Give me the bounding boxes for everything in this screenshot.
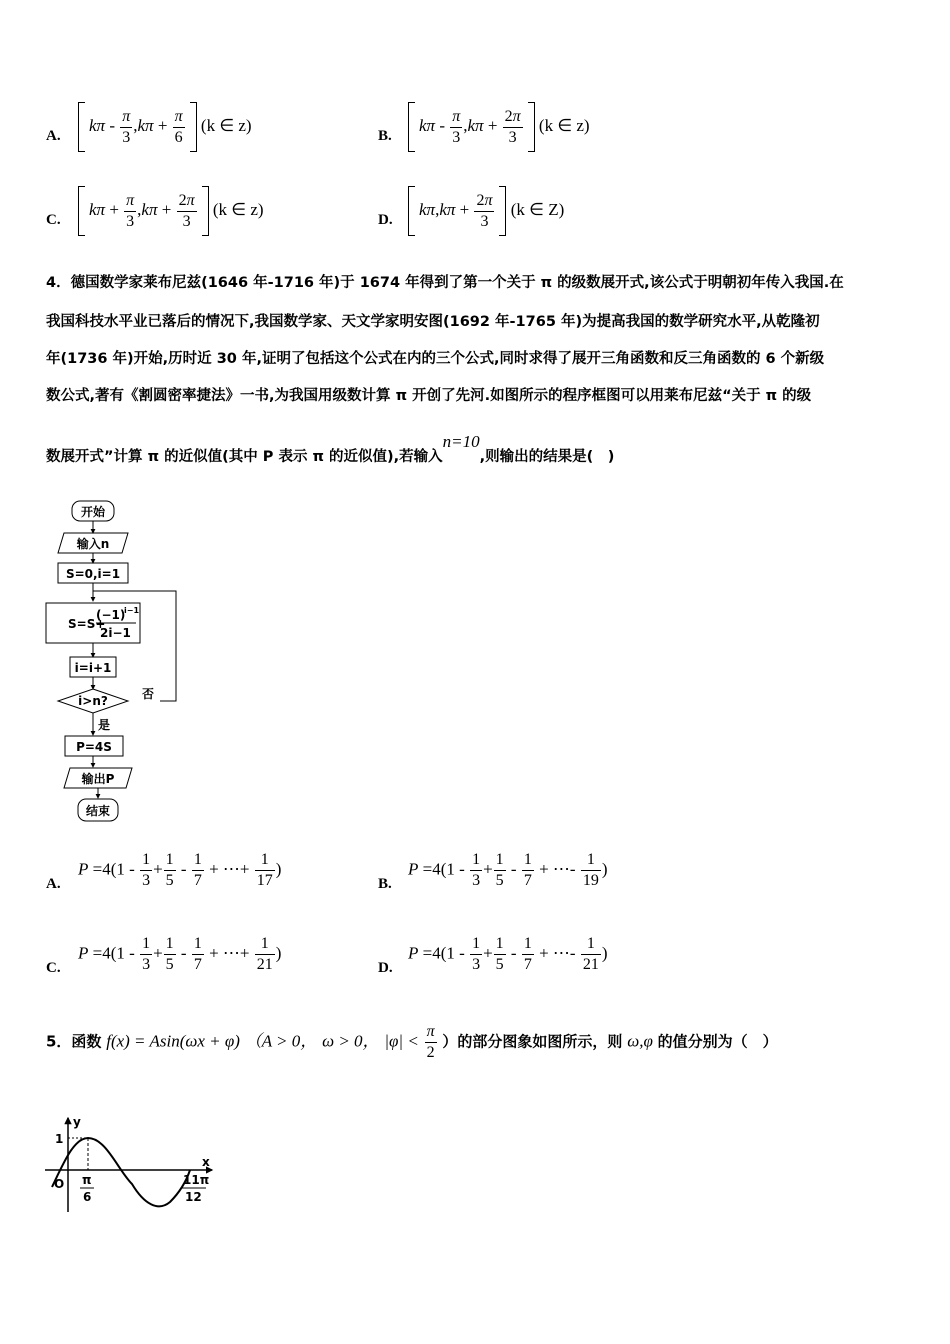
q4-text-line5-end: ,则输出的结果是( ) (479, 449, 615, 465)
x-axis-label: x (202, 1155, 210, 1169)
q3-option-b-expr: kπ - $\frac{\pi}{3}$ ,kπ + $\frac{2\pi}{3}$ (k ∈ z) (408, 102, 590, 152)
flow-update-exp: i−1 (124, 606, 140, 615)
q3-option-d-expr: kπ,kπ + $\frac{2\pi}{3}$ (k ∈ Z) (408, 186, 564, 236)
q4-text-line1: 4．德国数学家莱布尼兹(1646 年-1716 年)于 1674 年得到了第一个关于 π 的级数展开式,该公式于明朝初年传入我国.在 (46, 275, 844, 291)
q3-option-b-label[interactable]: B. (378, 128, 392, 144)
q5-vars: ω,φ (627, 1031, 653, 1051)
flow-update-lhs: S=S+ (68, 617, 106, 631)
q4-text-line3: 年(1736 年)开始,历时近 30 年,证明了包括这个公式在内的三个公式,同时求得了展开三角函数和反三角函数的 6 个新级 (46, 351, 825, 367)
n-input-value: n=10 (442, 432, 480, 451)
flow-end: 结束 (85, 804, 111, 818)
tick-pi-over-6-num: π (82, 1173, 92, 1187)
q4-option-b-expr: P =4(1 - $\frac{1}{3}$ + $\frac{1}{5}$ - $\frac{1}{7}$ + ⋯- $\frac{1}{19}$ ) (408, 851, 608, 889)
q3-option-c-expr: kπ + $\frac{\pi}{3}$ ,kπ + $\frac{2\pi}{3}$ (k ∈ z) (78, 186, 264, 236)
tick-pi-over-6-den: 6 (83, 1190, 92, 1204)
flowchart (40, 495, 200, 830)
q3-option-a-expr: kπ - $\frac{\pi}{3}$ ,kπ + $\frac{\pi}{6}$ (k ∈ z) (78, 102, 252, 152)
q5-mid: ）的部分图象如图所示，则 (442, 1032, 623, 1051)
flow-input: 输入n (76, 537, 110, 551)
flow-cond: i>n? (78, 694, 108, 708)
q3-option-a-label[interactable]: A. (46, 128, 61, 144)
flow-start: 开始 (80, 505, 106, 519)
flow-assign: P=4S (76, 740, 112, 754)
flow-init: S=0,i=1 (65, 567, 121, 581)
flow-output: 输出P (81, 772, 115, 786)
y-axis-label: y (73, 1115, 81, 1129)
q3-option-d-label[interactable]: D. (378, 212, 393, 228)
sine-curve (52, 1138, 190, 1206)
flow-update-num: (−1) (96, 608, 126, 622)
q5-function: f(x) = Asin(ωx + φ) (106, 1031, 240, 1051)
q4-text-line5 (46, 432, 916, 466)
q4-text-line4: 数公式,著有《割圆密率捷法》一书,为我国用级数计算 π 开创了先河.如图所示的程序框图可以用莱布尼兹“关于 π 的级 (46, 388, 812, 404)
q5-cond-omega: ω > 0， (322, 1031, 380, 1051)
q5-cond-a: （A > 0， (244, 1031, 318, 1051)
origin-label: O (54, 1177, 65, 1191)
q4-option-d-label[interactable]: D. (378, 960, 393, 976)
q4-option-c-expr: P =4(1 - $\frac{1}{3}$ + $\frac{1}{5}$ - $\frac{1}{7}$ + ⋯+ $\frac{1}{21}$ ) (78, 935, 282, 973)
q4-text-line2: 我国科技水平业已落后的情况下,我国数学家、天文学家明安图(1692 年-1765 年)为提高我国的数学研究水平,从乾隆初 (46, 314, 820, 330)
flow-incr: i=i+1 (74, 661, 112, 675)
q5-cond-phi: |φ| < (384, 1031, 419, 1051)
q4-text-line5-start: 数展开式”计算 π 的近似值(其中 P 表示 π 的近似值),若输入 (46, 449, 443, 465)
flow-no-label: 否 (142, 687, 155, 701)
q5-suffix: 的值分别为（ ） (657, 1032, 778, 1051)
q4-option-a-label[interactable]: A. (46, 876, 61, 892)
sine-graph (40, 1112, 225, 1217)
tick-11pi-over-12-num: 11π (183, 1173, 210, 1187)
y-tick-one: 1 (55, 1132, 64, 1146)
q4-option-a-expr: P =4(1 - $\frac{1}{3}$ + $\frac{1}{5}$ - $\frac{1}{7}$ + ⋯+ $\frac{1}{17}$ ) (78, 851, 282, 889)
q5-text: 5．函数 f(x) = Asin(ωx + φ) （A > 0， ω > 0， |φ| < $\frac{\pi}{2}$ ）的部分图象如图所示，则 ω,φ 的值分别为（ ） (46, 1023, 778, 1061)
flow-update-den: 2i−1 (100, 626, 131, 640)
q4-option-b-label[interactable]: B. (378, 876, 392, 892)
q4-option-d-expr: P =4(1 - $\frac{1}{3}$ + $\frac{1}{5}$ - $\frac{1}{7}$ + ⋯- $\frac{1}{21}$ ) (408, 935, 608, 973)
tick-11pi-over-12-den: 12 (185, 1190, 202, 1204)
q4-option-c-label[interactable]: C. (46, 960, 61, 976)
q3-option-c-label[interactable]: C. (46, 212, 61, 228)
flow-yes-label: 是 (98, 718, 111, 732)
q5-prefix: 5．函数 (46, 1032, 102, 1051)
